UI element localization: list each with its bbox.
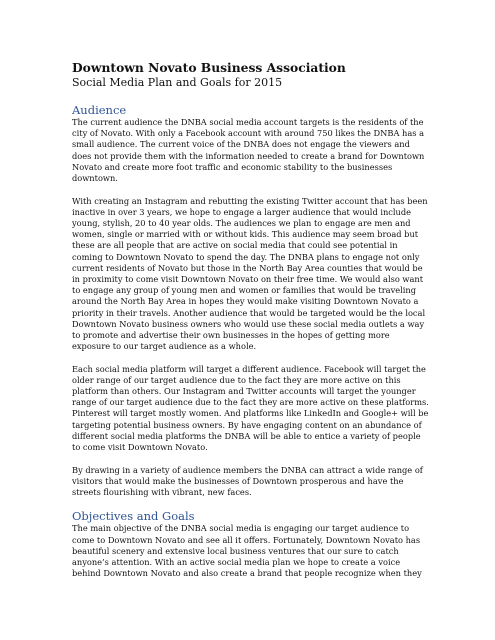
paragraph-line: The current audience the DNBA social media account targets is the residents of the [72,117,424,127]
paragraph-line: Each social media platform will target a different audience. Facebook will target the [72,363,426,374]
paragraph-line: streets flourishing with vibrant, new faces. [72,486,252,497]
paragraph-line: different social media platforms the DNBA will be able to entice a variety of people [72,430,421,441]
body-paragraph [72,523,427,579]
paragraph-line: city of Novato. With only a Facebook account with around 750 likes the DNBA has a [72,128,425,139]
body-paragraph [72,465,427,499]
paragraph-line: in proximity to come visit Downtown Novato on their free time. We would also want [72,273,424,284]
paragraph-line: Downtown Novato business owners who would use these social media outlets a way [72,318,425,329]
paragraph-line: Pinterest will target mostly women. And platforms like LinkedIn and Google+ will be [72,408,429,419]
body-paragraph [72,364,427,454]
paragraph-line: young, stylish, 20 to 40 year olds. The audiences we plan to engage are men and [72,217,411,228]
paragraph-line: visitors that would make the businesses of Downtown prosperous and have the [72,475,404,486]
paragraph-line: these are all people that are active on social media that could see potential in [72,240,398,251]
paragraph-line: to come visit Downtown Novato. [72,442,208,453]
paragraph-line: around the North Bay Area in hopes they would make visiting Downtown Novato a [72,296,419,307]
section-heading: Objectives and Goals [72,509,195,524]
paragraph-line: With creating an Instagram and rebutting the existing Twitter account that has been [72,195,428,206]
document-subtitle: Social Media Plan and Goals for 2015 [72,76,283,89]
paragraph-line: exposure to our target audience as a whole. [72,341,257,352]
paragraph-line: By drawing in a variety of audience members the DNBA can attract a wide range of [72,464,423,475]
paragraph-line: range of our target audience due to the fact they are more active on these platforms. [72,397,429,408]
paragraph-line: coming to Downtown Novato to spend the day. The DNBA plans to engage not only [72,251,420,262]
paragraph-line: women, single or married with or without kids. This audience may seem broad but [72,229,419,240]
paragraph-line: behind Downtown Novato and also create a brand that people recognize when they [72,568,422,579]
document-title: Downtown Novato Business Association [72,60,346,75]
paragraph-line: current residents of Novato but those in the North Bay Area counties that would be [72,262,423,273]
paragraph-line: downtown. [72,173,118,184]
paragraph-line: to promote and advertise their own businesses in the hopes of getting more [72,329,390,340]
paragraph-line: small audience. The current voice of the DNBA does not engage the viewers and [72,139,410,150]
paragraph-line: targeting potential business owners. By have engaging content on an abundance of [72,419,422,430]
section-heading: Audience [72,103,127,117]
paragraph-line: come to Downtown Novato and see all it offers. Fortunately, Downtown Novato has [72,534,421,545]
paragraph-line: priority in their travels. Another audience that would be targeted would be the local [72,307,426,318]
body-paragraph [72,196,427,353]
paragraph-line: Novato and create more foot traffic and economic stability to the businesses [72,161,393,172]
paragraph-line: The main objective of the DNBA social media is engaging our target audience to [72,523,410,534]
paragraph-line: beautiful scenery and extensive local business ventures that our sure to catch [72,545,399,556]
paragraph-line: platform than others. Our Instagram and Twitter accounts will target the younger [72,386,416,397]
document-body [72,103,427,580]
document-page [72,60,427,580]
paragraph-line: anyone’s attention. With an active social media plan we hope to create a voice [72,557,401,568]
body-paragraph [72,117,427,184]
paragraph-line: to engage any group of young men and women or families that would be traveling [72,285,416,296]
paragraph-line: inactive in over 3 years, we hope to engage a larger audience that would include [72,206,412,217]
paragraph-line: older range of our target audience due to the fact they are more active on this [72,374,401,385]
paragraph-line: does not provide them with the information needed to create a brand for Downtown [72,150,425,161]
